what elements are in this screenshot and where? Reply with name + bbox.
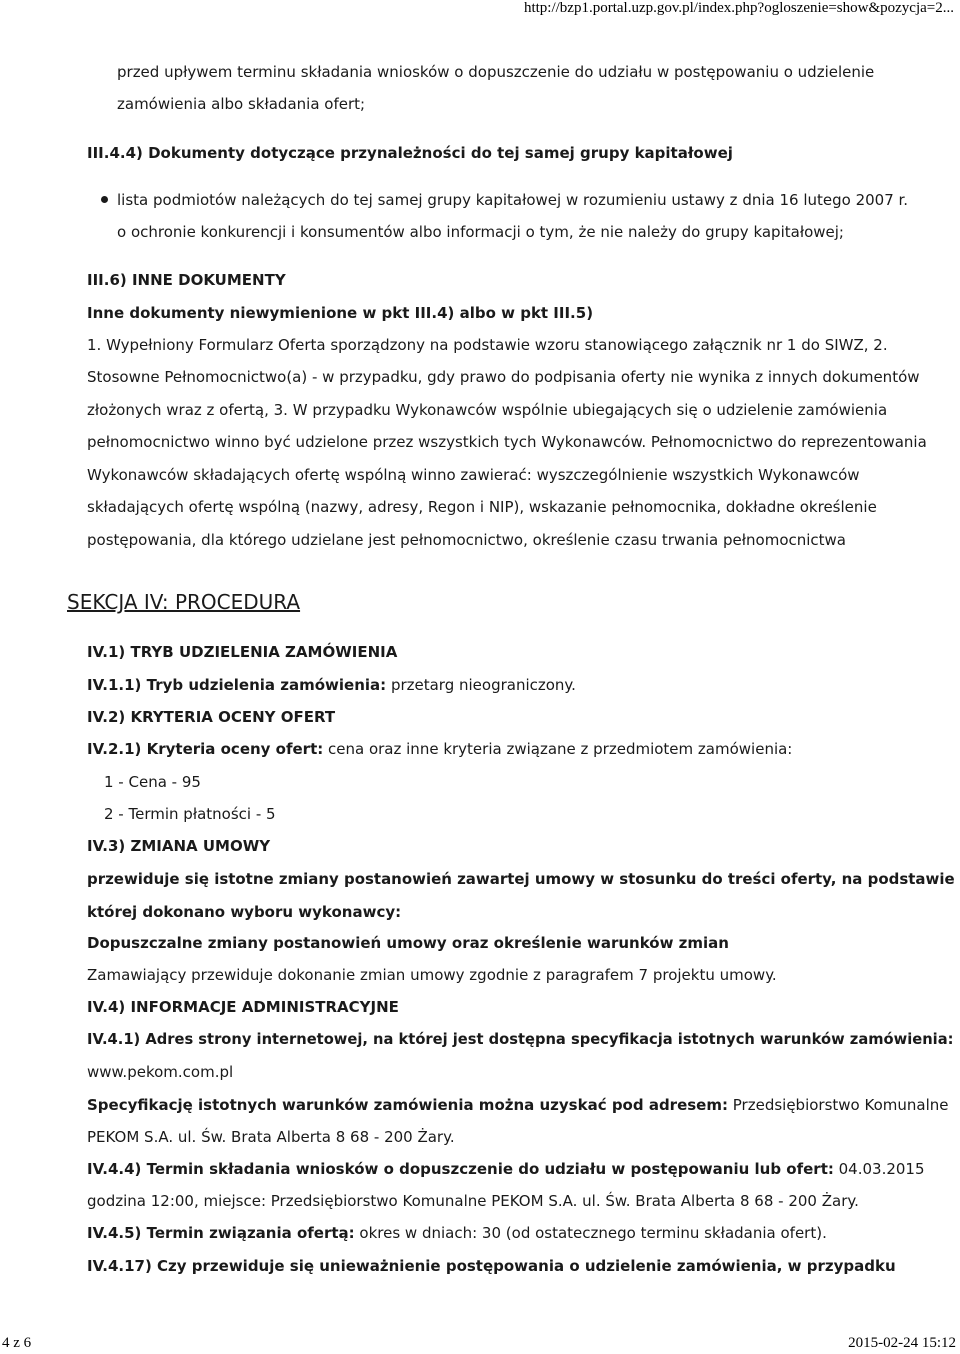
field-label: IV.2.1) Kryteria oceny ofert: [87,740,324,758]
paragraph-line: 1. Wypełniony Formularz Oferta sporządzony na podstawie wzoru stanowiącego załącznik nr 1 do SIWZ, 2. [87,336,888,354]
criterion-item: 2 - Termin płatności - 5 [104,805,276,823]
heading-iv-4-1: IV.4.1) Adres strony internetowej, na której jest dostępna specyfikacja istotnych warunków zamówienia: [87,1031,954,1048]
heading-iii-6: III.6) INNE DOKUMENTY [87,271,286,289]
field-value: okres w dniach: 30 (od ostatecznego terminu składania ofert). [354,1224,827,1242]
field-value: cena oraz inne kryteria związane z przedmiotem zamówienia: [323,740,793,758]
paragraph-line: postępowania, dla którego udzielane jest pełnomocnictwo, określenie czasu trwania pełnomocnictwa [87,531,847,549]
paragraph-line: złożonych wraz z ofertą, 3. W przypadku Wykonawców wspólnie ubiegających się o udzielenie zamówienia [87,401,888,419]
field-value: Przedsiębiorstwo Komunalne [728,1096,949,1114]
list-item-line: o ochronie konkurencji i konsumentów albo informacji o tym, że nie należy do grupy kapitałowej; [117,223,844,241]
field-label: IV.4.5) Termin związania ofertą: [87,1224,355,1242]
field-iv-2-1 [87,739,792,759]
criterion-item: 1 - Cena - 95 [104,773,201,791]
page-url: http://bzp1.portal.uzp.gov.pl/index.php?ogloszenie=show&pozycja=2... [523,0,954,16]
heading-iv-4-17: IV.4.17) Czy przewiduje się unieważnienie postępowania o udzielenie zamówienia, w przypadku [87,1257,896,1275]
paragraph-line: Zamawiający przewiduje dokonanie zmian umowy zgodnie z paragrafem 7 projektu umowy. [87,966,777,984]
print-datetime: 2015-02-24 15:12 [848,1335,956,1351]
field-iv-4-5 [87,1223,827,1243]
heading-iv-4: IV.4) INFORMACJE ADMINISTRACYJNE [87,998,399,1016]
field-value: 04.03.2015 [833,1160,925,1178]
field-value: przetarg nieograniczony. [386,676,576,694]
paragraph-line: zamówienia albo składania ofert; [117,95,366,113]
field-spec [87,1095,948,1115]
field-label: IV.1.1) Tryb udzielenia zamówienia: [87,676,387,694]
heading-iii-4-4: III.4.4) Dokumenty dotyczące przynależności do tej samej grupy kapitałowej [87,144,733,162]
paragraph-line: której dokonano wyboru wykonawcy: [87,903,402,921]
field-iv-4-4 [87,1159,925,1179]
heading-iv-3: IV.3) ZMIANA UMOWY [87,837,271,855]
list-item-line: lista podmiotów należących do tej samej grupy kapitałowej w rozumieniu ustawy z dnia 16 lutego 2007 r. [117,191,909,209]
paragraph-line: PEKOM S.A. ul. Św. Brata Alberta 8 68 - 200 Żary. [87,1128,455,1146]
bullet-icon [101,196,108,203]
heading-iv-1: IV.1) TRYB UDZIELENIA ZAMÓWIENIA [87,643,398,661]
subheading-iii-6: Inne dokumenty niewymienione w pkt III.4) albo w pkt III.5) [87,304,594,322]
paragraph-line: Dopuszczalne zmiany postanowień umowy oraz określenie warunków zmian [87,934,729,952]
paragraph-line: pełnomocnictwo winno być udzielone przez wszystkich tych Wykonawców. Pełnomocnictwo do reprezentowania [87,433,927,451]
paragraph-line: składających ofertę wspólną (nazwy, adresy, Regon i NIP), wskazanie pełnomocnika, dokładne określenie [87,498,877,516]
heading-iv-2: IV.2) KRYTERIA OCENY OFERT [87,708,336,726]
paragraph-line: przed upływem terminu składania wniosków o dopuszczenie do udziału w postępowaniu o udzielenie [117,63,875,81]
section-title: SEKCJA IV: PROCEDURA [67,590,301,614]
field-label: Specyfikację istotnych warunków zamówienia można uzyskać pod adresem: [87,1096,728,1114]
paragraph-line: przewiduje się istotne zmiany postanowień zawartej umowy w stosunku do treści oferty, na podstawie [87,870,955,888]
field-label: IV.4.4) Termin składania wniosków o dopuszczenie do udziału w postępowaniu lub ofert: [87,1160,834,1178]
page-number: 4 z 6 [2,1335,32,1351]
paragraph-line: Wykonawców składających ofertę wspólną winno zawierać: wyszczególnienie wszystkich Wykonawców [87,466,860,484]
paragraph-line: Stosowne Pełnomocnictwo(a) - w przypadku, gdy prawo do podpisania oferty nie wynika z innych dokumentów [87,368,920,386]
field-iv-1-1 [87,675,576,695]
website-url: www.pekom.com.pl [87,1063,234,1081]
paragraph-line: godzina 12:00, miejsce: Przedsiębiorstwo Komunalne PEKOM S.A. ul. Św. Brata Alberta 8 68 - 200 Żary. [87,1192,859,1210]
